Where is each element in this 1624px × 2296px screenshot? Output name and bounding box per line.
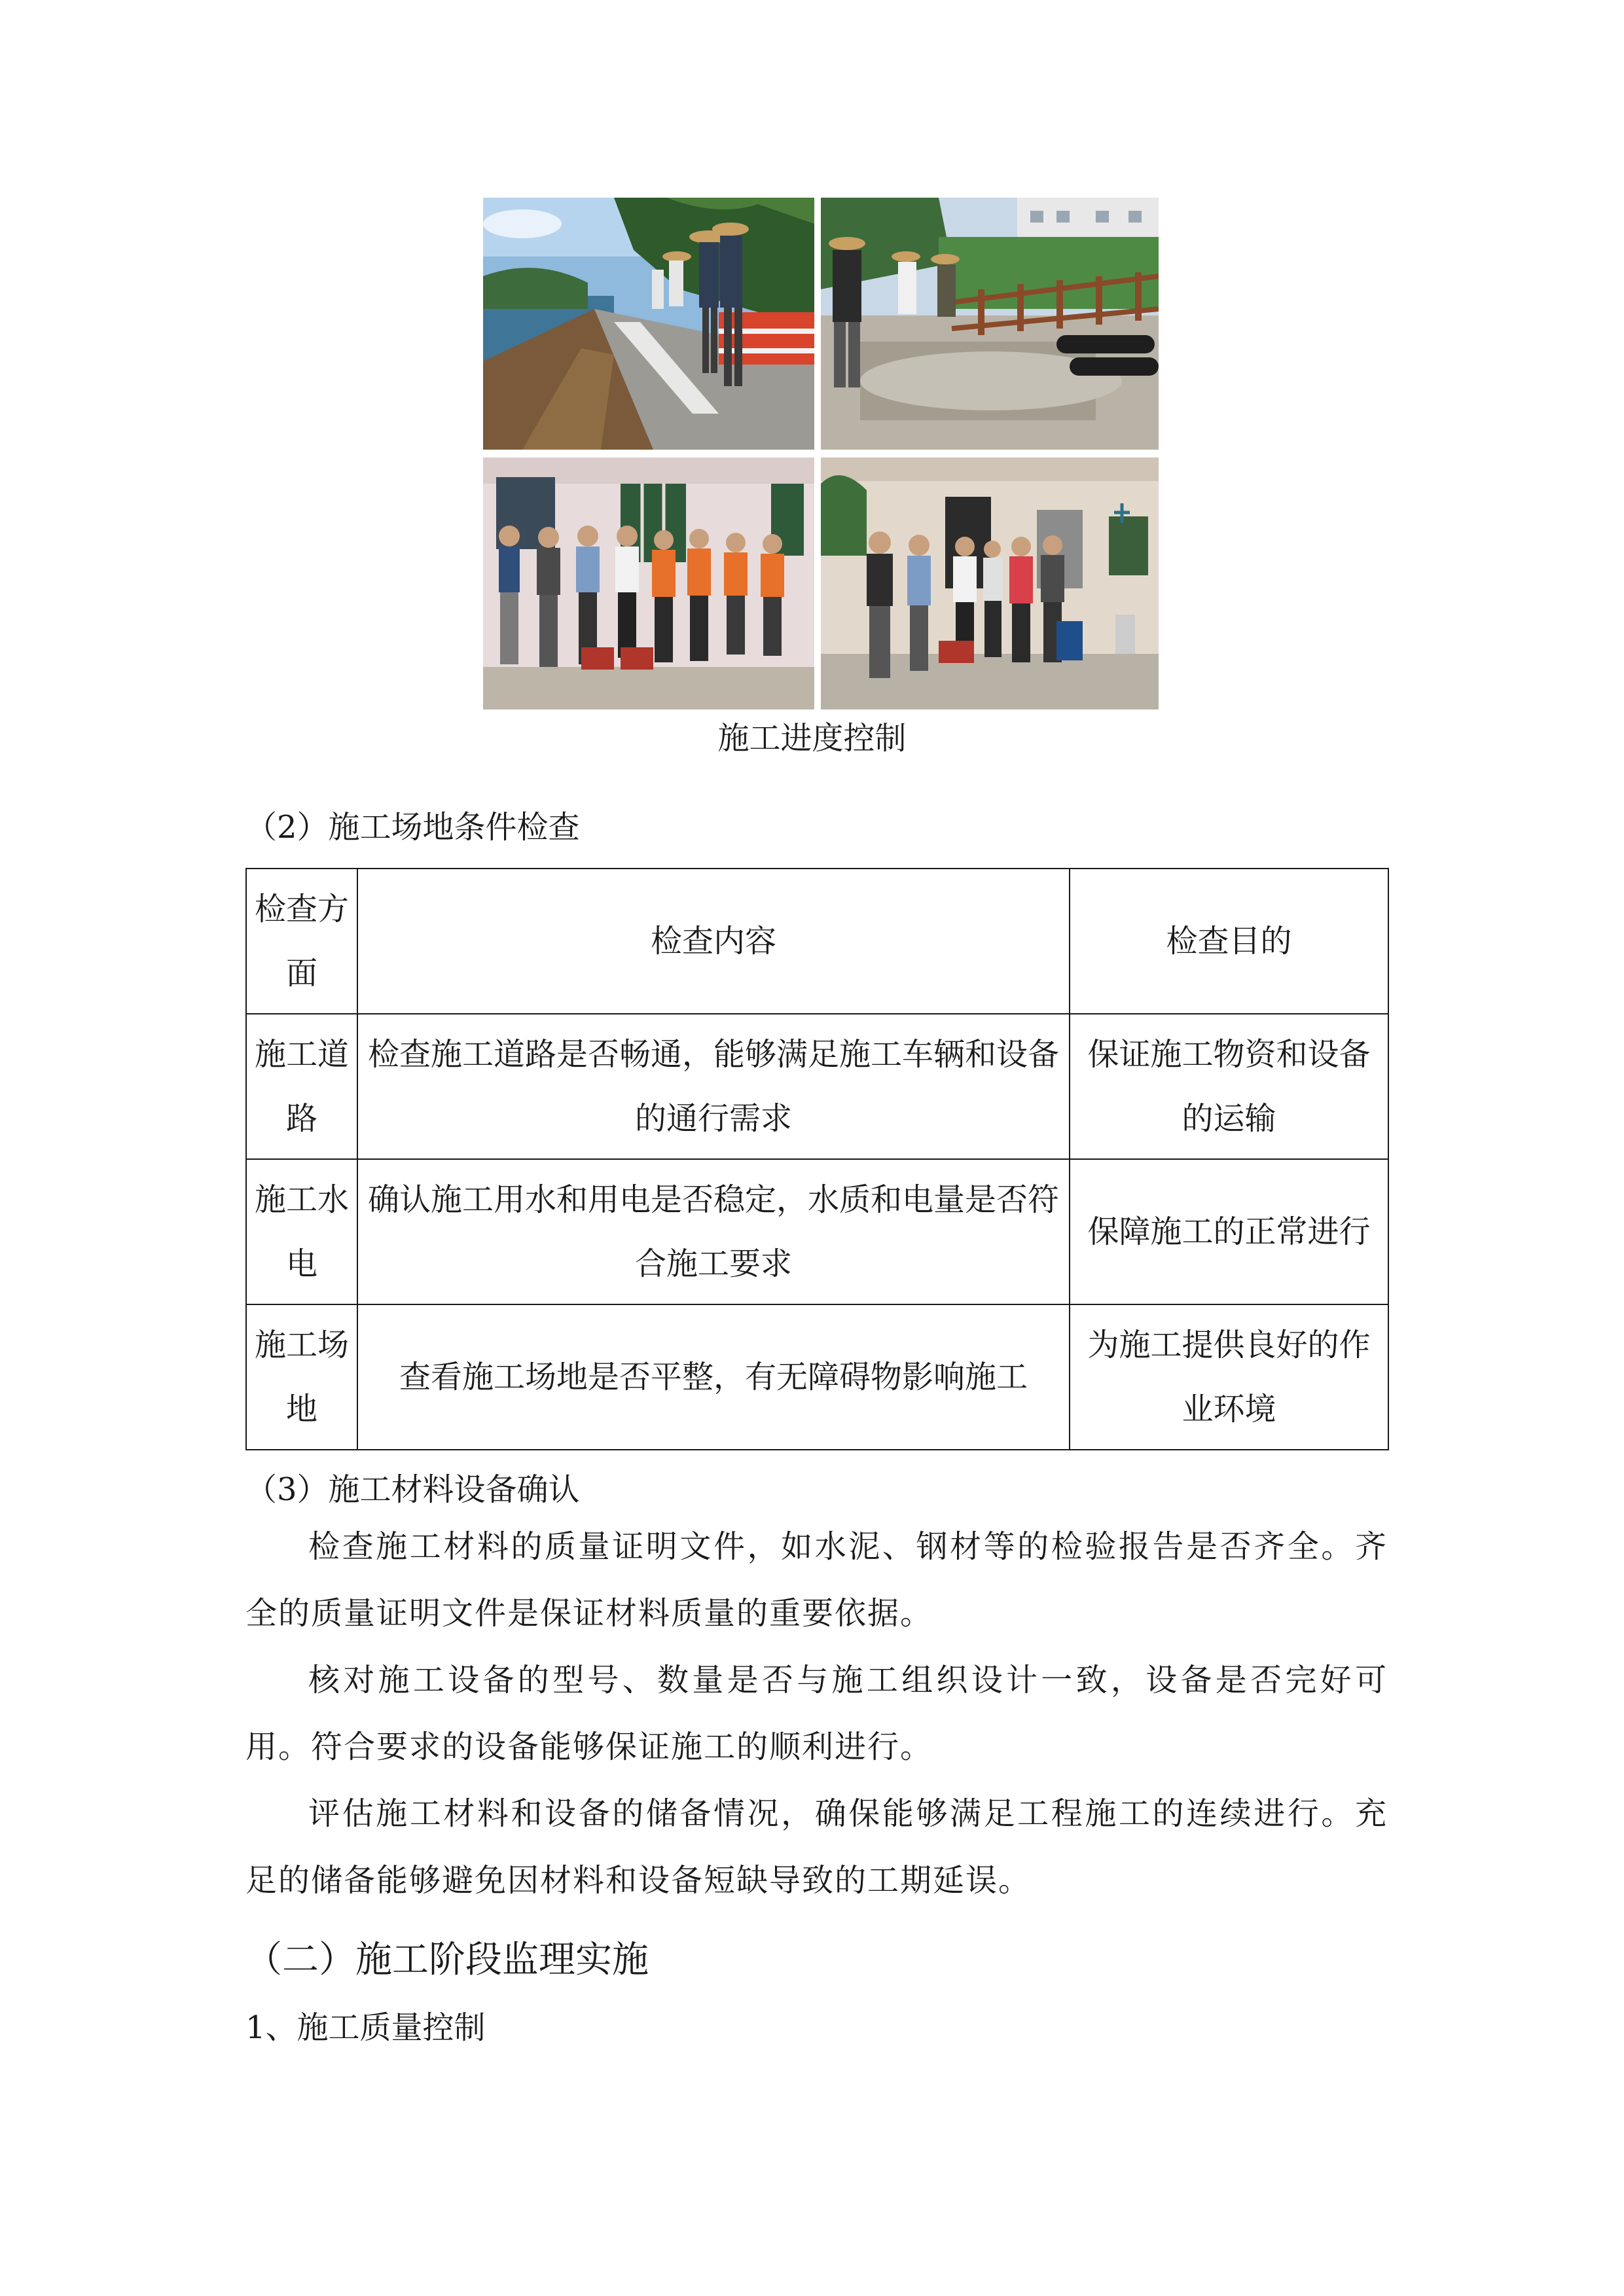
table-cell: 施工水电 [246,1159,357,1304]
section-title-site-conditions: （2）施工场地条件检查 [245,809,580,846]
table-cell: 检查施工道路是否畅通，能够满足施工车辆和设备的通行需求 [357,1014,1070,1159]
photo-site-inspection-pipes [821,198,1159,450]
table-header-row [246,869,1388,1014]
paragraph: 检查施工材料的质量证明文件，如水泥、钢材等的检验报告是否齐全。齐全的质量证明文件是保证材料质量的重要依据。 [245,1528,1388,1632]
photo-group-front-house [821,457,1159,709]
table-cell: 查看施工场地是否平整，有无障碍物影响施工 [357,1304,1070,1450]
heading-construction-phase: （二）施工阶段监理实施 [245,1939,649,1981]
photo-collage [483,198,1159,709]
paragraph: 核对施工设备的型号、数量是否与施工组织设计一致，设备是否完好可用。符合要求的设备能够保证施工的顺利进行。 [245,1662,1388,1765]
figure-caption: 施工进度控制 [717,720,907,757]
photo-site-inspection-road [483,198,814,450]
table-cell: 施工场地 [246,1304,357,1450]
site-conditions-table [245,868,1389,1450]
table-row [246,1304,1388,1450]
table-header-cell: 检查方面 [246,869,357,1014]
table-cell: 保证施工物资和设备的运输 [1070,1014,1388,1159]
table-row [246,1159,1388,1304]
table-header-cell: 检查目的 [1070,869,1388,1014]
table-cell: 确认施工用水和用电是否稳定，水质和电量是否符合施工要求 [357,1159,1070,1304]
heading-quality-control: 1、施工质量控制 [245,2009,486,2046]
table-cell: 施工道路 [246,1014,357,1159]
table-cell: 为施工提供良好的作业环境 [1070,1304,1388,1450]
section-title-materials-equipment: （3）施工材料设备确认 [245,1471,580,1508]
paragraph: 评估施工材料和设备的储备情况，确保能够满足工程施工的连续进行。充足的储备能够避免因材料和设备短缺导致的工期延误。 [245,1795,1388,1899]
photo-group-orange-vests [483,457,814,709]
table-row [246,1014,1388,1159]
table-cell: 保障施工的正常进行 [1070,1159,1388,1304]
table-header-cell: 检查内容 [357,869,1070,1014]
